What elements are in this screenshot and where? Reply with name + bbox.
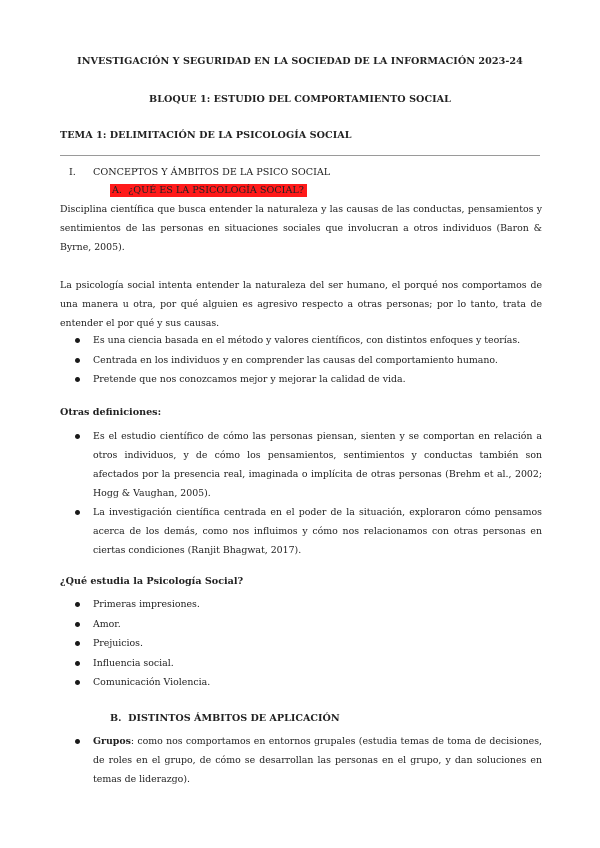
bullet-dot-icon	[75, 377, 80, 382]
bullet-dot-icon	[75, 661, 80, 666]
list-item: Prejuicios.	[93, 634, 541, 654]
bullet-dot-icon	[75, 358, 80, 363]
list-item: La investigación científica centrada en el poder de la situación, exploraron cómo pensamos acerca de los demás, como nos influimos y cómo nos relacionamos con otras personas en ciertas condiciones (Ranjit Bhagwat, 2017).	[93, 503, 542, 560]
term-label: Grupos	[93, 736, 131, 747]
list-item: Centrada en los individuos y en comprender las causas del comportamiento humano.	[93, 351, 541, 371]
characteristics-list	[93, 331, 541, 390]
list-item: Es una ciencia basada en el método y valores científicos, con distintos enfoques y teorías.	[93, 331, 541, 351]
list-item: Primeras impresiones.	[93, 595, 541, 615]
bullet-dot-icon	[75, 510, 80, 515]
section-title: CONCEPTOS Y ÁMBITOS DE LA PSICO SOCIAL	[93, 167, 331, 178]
subsection-b-heading	[110, 713, 340, 724]
bullet-dot-icon	[75, 338, 80, 343]
horizontal-divider	[60, 155, 540, 156]
list-item: Es el estudio científico de cómo las personas piensan, sienten y se comportan en relación a otros individuos, y de cómo los pensamientos, sentimientos y conductas también son afectados por la presencia real, imaginada o implícita de otras personas (Brehm et al., 2002; Hogg & Vaughan, 2005).	[93, 427, 542, 503]
what-studies-heading: ¿Qué estudia la Psicología Social?	[60, 576, 244, 587]
subsection-a-heading	[110, 185, 307, 196]
topic-title: TEMA 1: DELIMITACIÓN DE LA PSICOLOGÍA SOCIAL	[60, 130, 352, 141]
subsection-b-title: DISTINTOS ÁMBITOS DE APLICACIÓN	[128, 713, 340, 724]
list-item: Influencia social.	[93, 654, 541, 674]
other-definitions-heading: Otras definiciones:	[60, 407, 162, 418]
definition-paragraph: Disciplina científica que busca entender la naturaleza y las causas de las conductas, pensamientos y sentimientos de las personas en situaciones sociales que involucran a otros individuos (Baron & Byrne, 2005).	[60, 204, 542, 253]
subsection-a-title: ¿QUÉ ES LA PSICOLOGÍA SOCIAL?	[128, 185, 304, 196]
bullet-dot-icon	[75, 622, 80, 627]
bullet-dot-icon	[75, 641, 80, 646]
section-numeral: I.	[69, 167, 76, 178]
course-title: INVESTIGACIÓN Y SEGURIDAD EN LA SOCIEDAD DE LA INFORMACIÓN 2023-24	[77, 56, 523, 67]
bullet-dot-icon	[75, 434, 80, 439]
what-studies-list	[93, 595, 541, 693]
block-title: BLOQUE 1: ESTUDIO DEL COMPORTAMIENTO SOCIAL	[149, 94, 451, 105]
list-item	[93, 732, 542, 789]
bullet-dot-icon	[75, 739, 80, 744]
bullet-dot-icon	[75, 602, 80, 607]
intro-paragraph: La psicología social intenta entender la naturaleza del ser humano, el porqué nos comportamos de una manera u otra, por qué alguien es agresivo respecto a otras personas; por lo tanto, trata de entender el por qué y sus causas.	[60, 280, 542, 329]
application-areas-list	[93, 732, 542, 789]
list-item: Comunicación Violencia.	[93, 673, 541, 693]
subsection-b-letter: B.	[110, 713, 122, 724]
term-description: : como nos comportamos en entornos grupales (estudia temas de toma de decisiones, de roles en el grupo, de cómo se desarrollan las personas en el grupo, y dan soluciones en temas de liderazgo).	[93, 736, 542, 785]
highlight-marker	[110, 184, 307, 197]
bullet-dot-icon	[75, 680, 80, 685]
list-item: Pretende que nos conozcamos mejor y mejorar la calidad de vida.	[93, 370, 541, 390]
list-item: Amor.	[93, 615, 541, 635]
subsection-a-letter: A.	[112, 185, 122, 196]
other-definitions-list	[93, 427, 542, 560]
